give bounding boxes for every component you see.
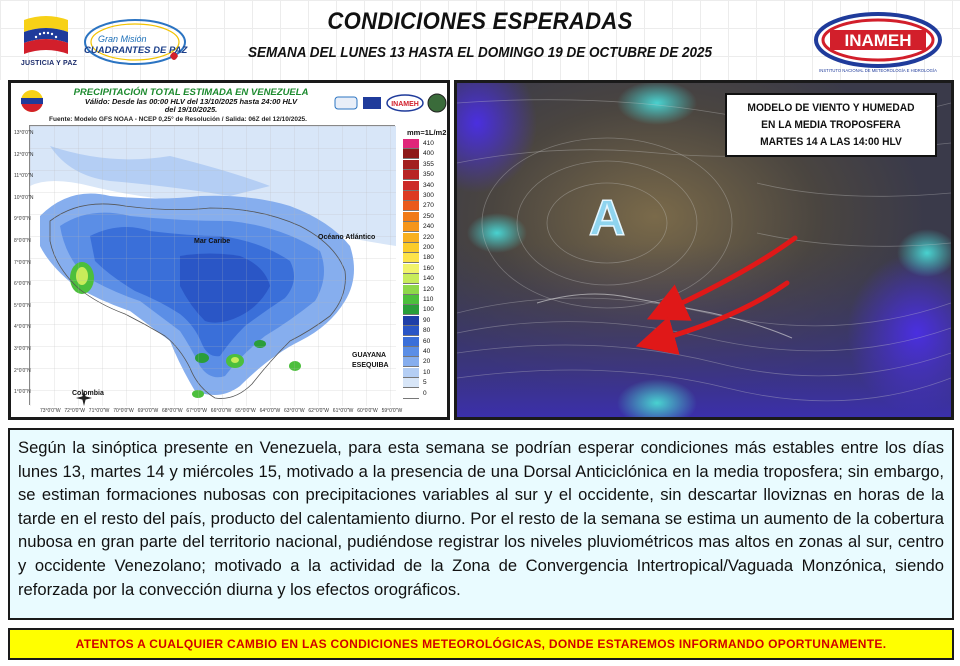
legend-row: [403, 222, 449, 232]
longitude-tick-label: 61°0'0"W: [332, 408, 354, 414]
legend-row: [403, 285, 449, 295]
precipitation-map-area: [14, 125, 403, 414]
legend-swatch: [403, 243, 419, 253]
legend-value: 120: [423, 285, 434, 293]
legend-swatch: [403, 191, 419, 201]
alert-text: ATENTOS A CUALQUIER CAMBIO EN LAS CONDICIONES METEOROLÓGICAS, DONDE ESTAREMOS INFORMANDO OPORTUNAMENTE.: [75, 637, 887, 651]
longitude-tick-label: 68°0'0"W: [162, 408, 183, 414]
wind-humidity-panel: [454, 80, 954, 420]
legend-row: [403, 357, 449, 367]
legend-row: [403, 305, 449, 315]
legend-row: [403, 368, 449, 378]
longitude-tick-label: 66°0'0"W: [210, 408, 232, 414]
header: [0, 0, 960, 80]
legend-row: [403, 233, 449, 243]
legend-row: [403, 326, 449, 336]
legend-swatch: [403, 160, 419, 170]
legend-value: 340: [423, 181, 434, 189]
legend-value: 250: [423, 212, 434, 220]
latitude-tick-label: 7°0'0"N: [14, 259, 31, 266]
legend-value: 270: [423, 202, 434, 210]
forecast-text-box: [8, 428, 954, 620]
latitude-tick-label: 11°0'0"N: [14, 173, 34, 180]
mini-inameh-text: INAMEH: [391, 101, 419, 108]
legend-row: [403, 181, 449, 191]
wind-model-line3: MARTES 14 A LAS 14:00 HLV: [760, 136, 902, 148]
precipitation-map-panel: [8, 80, 450, 420]
label-guayana: GUAYANA: [352, 352, 387, 359]
institution-logos-icon: [333, 91, 450, 115]
legend-value: 240: [423, 223, 434, 231]
longitude-tick-label: 64°0'0"W: [259, 408, 281, 414]
legend-swatch: [403, 295, 419, 305]
legend-value: 80: [423, 327, 431, 335]
legend-swatch: [403, 149, 419, 159]
latitude-tick-label: 8°0'0"N: [14, 238, 31, 244]
legend-value: 90: [423, 316, 431, 324]
justicia-y-paz-logo: [20, 10, 78, 70]
longitude-tick-label: 65°0'0"W: [235, 408, 256, 414]
legend-value: 300: [423, 192, 434, 199]
forecast-paragraph: Según la sinóptica presente en Venezuela, para esta semana se podrían esperar condiciones más estables entre los días lunes 13, martes 14 y miércoles 15, motivado a la presencia de una Dorsal Anticiclónica en la media troposfera; sin embargo, se estiman formaciones nubosas con precipitaciones variables al sur y el occidente, sin descartar lloviznas en horas de la tarde en el resto del país, producto del calentamiento diurno. Por el resto de la semana se estima un aumento de la cobertura nubosa en gran parte del territorio nacional, pudiéndose registrar los niveles pluviométricos mas altos en zonas al sur, centro y occidente Venezolano; motivado a la actividad de la Zona de Convergencia Intertropical/Vaguada Monzónica, siendo reforzada por la convección diurna y los efectos orográficos.: [18, 438, 944, 599]
legend-value: 220: [423, 233, 434, 241]
legend-swatch: [403, 326, 419, 336]
precipitation-legend: [403, 139, 449, 401]
legend-row: [403, 378, 449, 388]
legend-swatch: [403, 222, 419, 232]
legend-value: 110: [423, 296, 434, 303]
legend-swatch: [403, 389, 419, 399]
anticyclone-label: A: [588, 190, 626, 246]
latitude-tick-label: 5°0'0"N: [14, 302, 31, 309]
longitude-tick-label: 72°0'0"W: [64, 408, 85, 414]
longitude-tick-label: 60°0'0"W: [357, 408, 378, 414]
legend-row: [403, 149, 449, 159]
gran-mision-text: Gran Misión: [98, 34, 147, 44]
alert-banner: [8, 628, 954, 660]
map-mini-logos: [333, 91, 450, 115]
legend-swatch: [403, 285, 419, 295]
legend-value: 10: [423, 368, 431, 376]
latitude-tick-label: 12°0'0"N: [14, 151, 34, 158]
legend-row: [403, 201, 449, 211]
legend-row: [403, 139, 449, 149]
legend-swatch: [403, 274, 419, 284]
legend-row: [403, 389, 449, 399]
legend-swatch: [403, 233, 419, 243]
longitude-tick-label: 67°0'0"W: [186, 408, 207, 414]
legend-swatch: [403, 253, 419, 263]
latitude-tick-label: 3°0'0"N: [14, 346, 31, 352]
label-mar-caribe: Mar Caribe: [194, 238, 231, 245]
label-colombia: Colombia: [72, 390, 104, 397]
legend-row: [403, 264, 449, 274]
precipitation-map-validity-line2: del 19/10/2025.: [164, 105, 218, 114]
legend-value: 180: [423, 254, 434, 262]
gran-mision-cuadrantes-logo: [80, 14, 190, 70]
legend-swatch: [403, 212, 419, 222]
label-esequiba: ESEQUIBA: [352, 362, 389, 369]
legend-swatch: [403, 378, 419, 388]
legend-unit: mm=1L/m2: [407, 128, 447, 137]
inameh-logo: [808, 10, 948, 76]
legend-row: [403, 274, 449, 284]
precipitation-map-graphic: [30, 126, 396, 406]
longitude-tick-label: 59°0'0"W: [381, 408, 403, 414]
legend-swatch: [403, 181, 419, 191]
legend-value: 40: [423, 348, 431, 355]
precipitation-map-source: Fuente: Modelo GFS NOAA - NCEP 0,25° de Resolución / Salida: 06Z del 12/10/2025.: [49, 116, 307, 123]
legend-swatch: [403, 264, 419, 274]
latitude-tick-label: 13°0'0"N: [14, 130, 34, 136]
precipitation-map-title: PRECIPITACIÓN TOTAL ESTIMADA EN VENEZUELA: [73, 87, 309, 98]
legend-swatch: [403, 170, 419, 180]
latitude-tick-label: 9°0'0"N: [14, 216, 31, 223]
legend-value: 400: [423, 150, 434, 158]
legend-value: 5: [423, 379, 427, 387]
legend-row: [403, 337, 449, 347]
legend-value: 200: [423, 244, 434, 251]
latitude-tick-label: 4°0'0"N: [14, 324, 31, 331]
legend-swatch: [403, 139, 419, 149]
latitude-tick-label: 6°0'0"N: [14, 281, 31, 288]
legend-swatch: [403, 368, 419, 378]
inameh-logo-caption: INSTITUTO NACIONAL DE METEOROLOGÍA E HIDROLOGÍA: [819, 68, 937, 73]
longitude-tick-label: 63°0'0"W: [284, 408, 305, 414]
legend-value: 100: [423, 306, 434, 314]
longitude-tick-label: 69°0'0"W: [137, 408, 159, 414]
longitude-tick-label: 71°0'0"W: [88, 408, 110, 414]
legend-swatch: [403, 357, 419, 367]
inameh-logo-text: INAMEH: [844, 31, 912, 50]
legend-swatch: [403, 316, 419, 326]
precipitation-map-header: [11, 83, 447, 123]
page-subtitle: SEMANA DEL LUNES 13 HASTA EL DOMINGO 19 DE OCTUBRE DE 2025: [247, 44, 713, 61]
legend-row: [403, 253, 449, 263]
legend-row: [403, 347, 449, 357]
legend-swatch: [403, 305, 419, 315]
precipitation-map-validity-line1: Válido: Desde las 00:00 HLV del 13/10/2025 hasta 24:00 HLV: [84, 97, 298, 106]
legend-swatch: [403, 337, 419, 347]
legend-row: [403, 295, 449, 305]
label-oceano-atlantico: Océano Atlántico: [318, 234, 376, 241]
legend-row: [403, 160, 449, 170]
legend-value: 410: [423, 140, 434, 147]
longitude-tick-label: 62°0'0"W: [308, 408, 329, 414]
latitude-tick-label: 2°0'0"N: [14, 367, 31, 374]
legend-row: [403, 212, 449, 222]
wind-model-line2: EN LA MEDIA TROPOSFERA: [761, 119, 901, 131]
legend-value: 355: [423, 160, 434, 168]
cuadrantes-de-paz-text: CUADRANTES DE PAZ: [84, 45, 188, 56]
legend-row: [403, 191, 449, 201]
venezuela-flag-icon: [20, 10, 72, 60]
legend-value: 140: [423, 275, 434, 283]
legend-swatch: [403, 201, 419, 211]
latitude-tick-label: 10°0'0"N: [14, 194, 34, 201]
legend-row: [403, 316, 449, 326]
longitude-tick-label: 73°0'0"W: [40, 408, 61, 414]
legend-value: 20: [423, 358, 431, 366]
legend-row: [403, 170, 449, 180]
page-title: CONDICIONES ESPERADAS: [327, 8, 633, 35]
longitude-tick-label: 70°0'0"W: [113, 408, 134, 414]
inameh-logo-icon: [808, 10, 948, 76]
legend-value: 60: [423, 337, 431, 345]
legend-swatch: [403, 347, 419, 357]
legend-value: 0: [423, 389, 427, 397]
latitude-tick-label: 1°0'0"N: [14, 389, 31, 396]
wind-model-caption-box: [725, 93, 937, 157]
justicia-y-paz-caption: JUSTICIA Y PAZ: [20, 60, 78, 67]
wind-model-line1: MODELO DE VIENTO Y HUMEDAD: [747, 102, 915, 114]
legend-value: 160: [423, 264, 434, 272]
legend-row: [403, 243, 449, 253]
legend-value: 350: [423, 171, 434, 179]
